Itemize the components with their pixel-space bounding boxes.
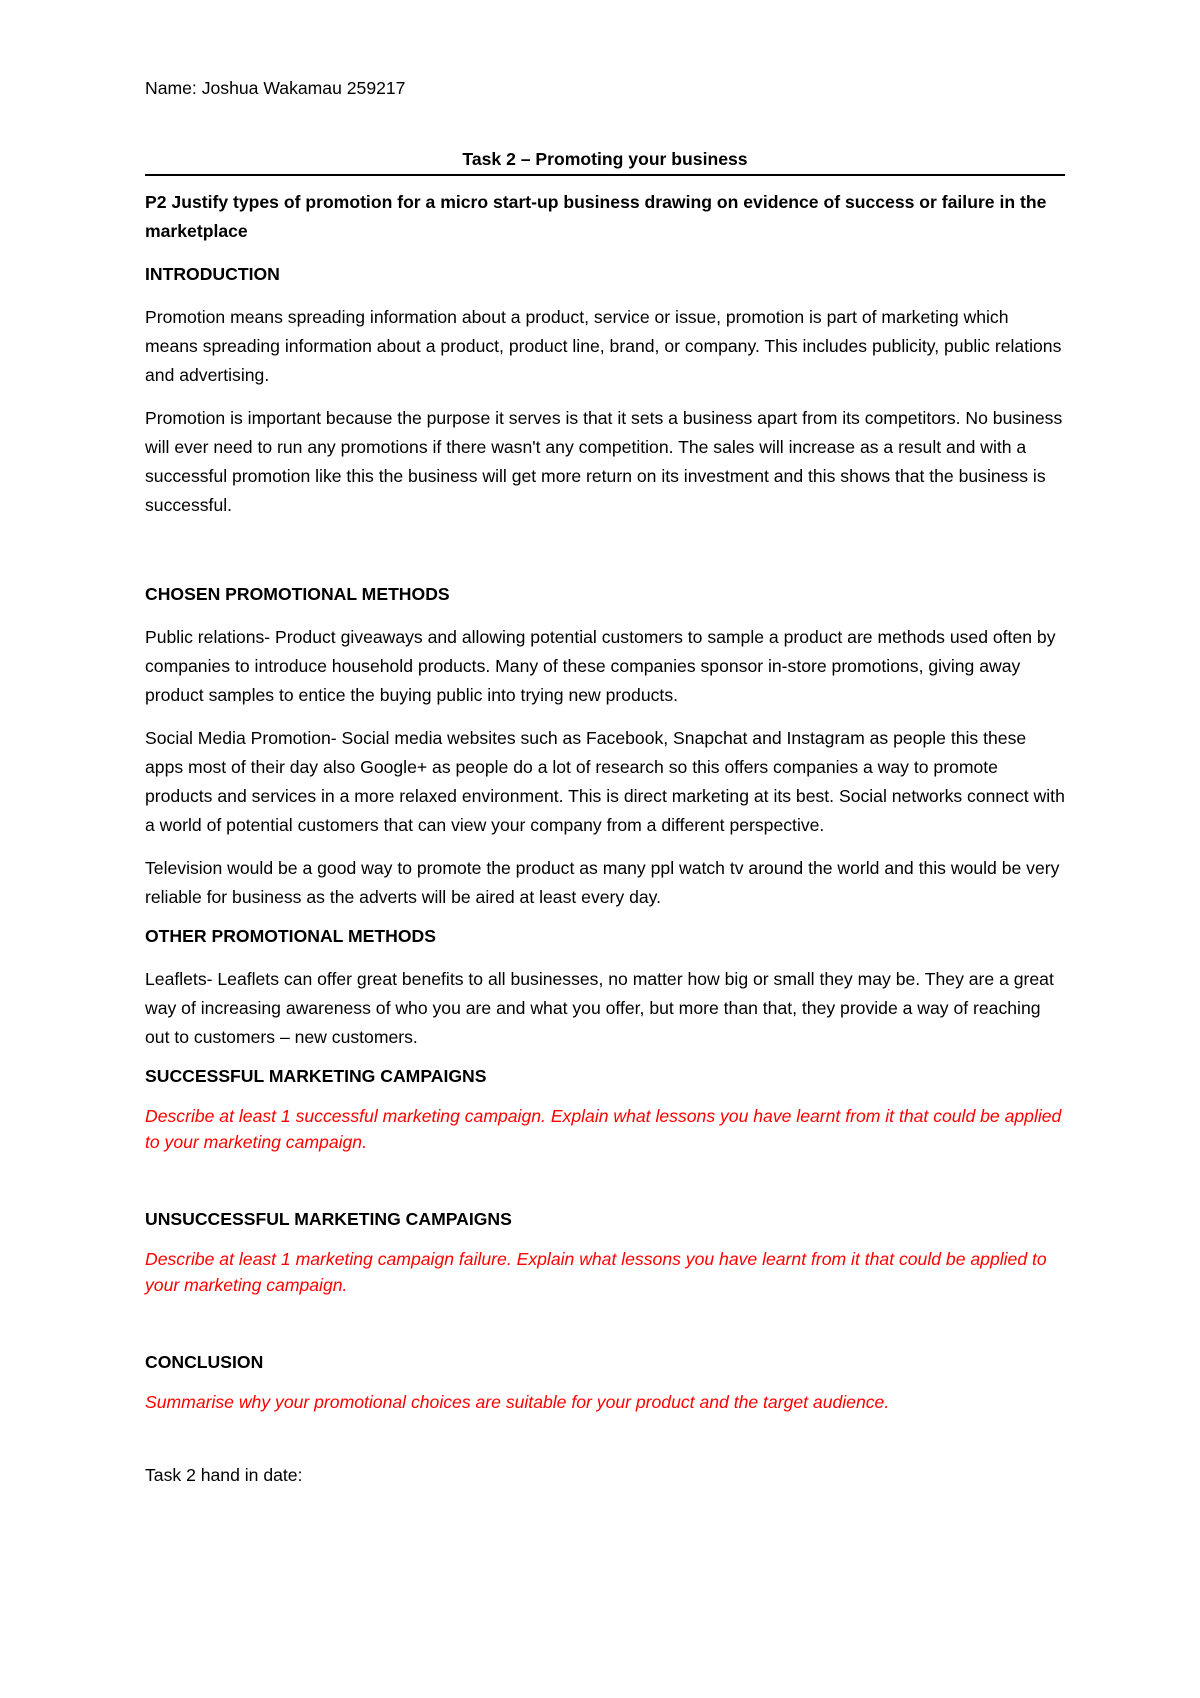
document-body — [145, 74, 1065, 1490]
task-title: Task 2 – Promoting your business — [462, 149, 748, 169]
successful-campaigns-instruction: Describe at least 1 successful marketing campaign. Explain what lessons you have learnt from it that could be applied to your marketing campaign. — [145, 1106, 1062, 1152]
heading-chosen-methods: CHOSEN PROMOTIONAL METHODS — [145, 584, 450, 604]
introduction-paragraph-2: Promotion is important because the purpose it serves is that it sets a business apart from its competitors. No business will ever need to run any promotions if there wasn't any competition. The sales will increase as a result and with a successful promotion like this the business will get more return on its investment and this shows that the business is successful. — [145, 408, 1063, 515]
other-methods-paragraph-1: Leaflets- Leaflets can offer great benefits to all businesses, no matter how big or small they may be. They are a great way of increasing awareness of who you are and what you offer, but more than that, they provide a way of reaching out to customers – new customers. — [145, 969, 1054, 1047]
title-underline — [145, 174, 1065, 176]
heading-unsuccessful-campaigns: UNSUCCESSFUL MARKETING CAMPAIGNS — [145, 1209, 512, 1229]
heading-successful-campaigns: SUCCESSFUL MARKETING CAMPAIGNS — [145, 1066, 487, 1086]
student-name: Name: Joshua Wakamau 259217 — [145, 78, 406, 98]
heading-introduction: INTRODUCTION — [145, 264, 280, 284]
chosen-methods-paragraph-1: Public relations- Product giveaways and allowing potential customers to sample a product are methods used often by companies to introduce household products. Many of these companies sponsor in-store promotions, giving away product samples to entice the buying public into trying new products. — [145, 627, 1056, 705]
assessment-criterion: P2 Justify types of promotion for a micro start-up business drawing on evidence of success or failure in the marketplace — [145, 192, 1047, 241]
unsuccessful-campaigns-instruction: Describe at least 1 marketing campaign failure. Explain what lessons you have learnt from it that could be applied to your marketing campaign. — [145, 1249, 1047, 1295]
introduction-paragraph-1: Promotion means spreading information about a product, service or issue, promotion is part of marketing which means spreading information about a product, product line, brand, or company. This includes publicity, public relations and advertising. — [145, 307, 1062, 385]
conclusion-instruction: Summarise why your promotional choices are suitable for your product and the target audience. — [145, 1392, 890, 1412]
chosen-methods-paragraph-3: Television would be a good way to promote the product as many ppl watch tv around the world and this would be very reliable for business as the adverts will be aired at least every day. — [145, 858, 1060, 907]
hand-in-date: Task 2 hand in date: — [145, 1465, 303, 1485]
heading-conclusion: CONCLUSION — [145, 1352, 264, 1372]
chosen-methods-paragraph-2: Social Media Promotion- Social media websites such as Facebook, Snapchat and Instagram as people this these apps most of their day also Google+ as people do a lot of research so this offers companies a way to promote products and services in a more relaxed environment. This is direct marketing at its best. Social networks connect with a world of potential customers that can view your company from a different perspective. — [145, 728, 1065, 835]
heading-other-methods: OTHER PROMOTIONAL METHODS — [145, 926, 436, 946]
